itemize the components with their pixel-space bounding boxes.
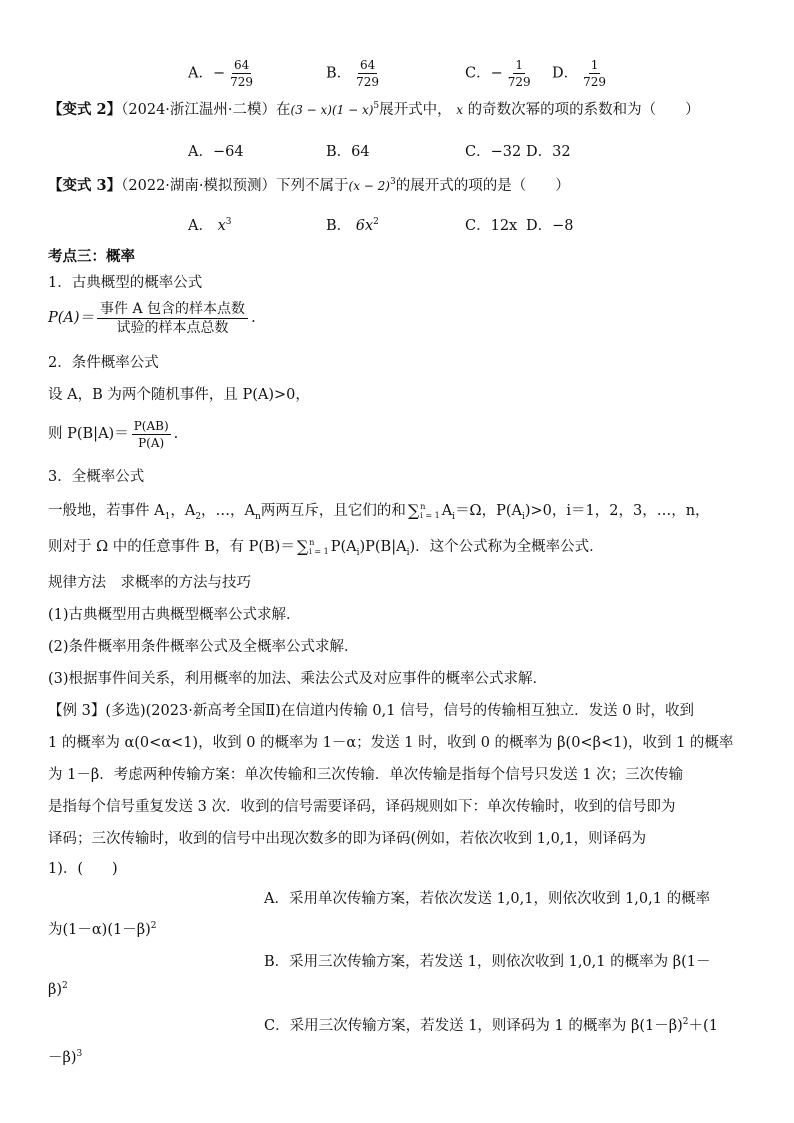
total-probability-text-g: )>0，i＝1，2，3，…，n， xyxy=(524,503,710,519)
option-d-fraction xyxy=(581,58,608,89)
total-probability-text-d: 两两互斥，且它们的和 xyxy=(260,503,406,519)
option-a xyxy=(188,58,258,89)
variant3-question xyxy=(48,175,570,197)
variant3-option-b-label: B． xyxy=(326,218,352,234)
subscript-i: i xyxy=(521,511,525,522)
example3-option-c-text-2: －β) xyxy=(48,1050,77,1066)
example3-option-a-line1: A．采用单次传输方案，若依次发送 1,0,1，则依次收到 1,0,1 的概率 xyxy=(264,891,711,907)
subscript-i: i xyxy=(356,547,360,558)
variant2-text-post: 的奇数次幂的项的系数和为（ ） xyxy=(467,102,700,118)
variant3-option-b-exponent: 2 xyxy=(373,217,379,228)
formula2-fraction xyxy=(132,419,171,450)
total-probability-text-2c: )P(B|A xyxy=(359,539,407,555)
example3-line4: 是指每个信号重复发送 3 次．收到的信号需要译码，译码规则如下：单次传输时，收到的信号即为 xyxy=(48,799,676,815)
conditional-probability-formula xyxy=(48,414,178,454)
example3-option-b-text: β) xyxy=(48,982,63,998)
variant3-tag: 【变式 3】 xyxy=(48,177,122,194)
example3-option-c-exponent-1: 2 xyxy=(682,1017,689,1028)
example3-option-b-line1: B．采用三次传输方案，若发送 1，则依次收到 1,0,1 的概率为 β(1－ xyxy=(264,954,711,970)
formula2-lhs: 则 P(B|A)＝ xyxy=(48,426,129,442)
variant2-expression: (3 − x)(1 − x) xyxy=(290,103,374,117)
example3-option-c-line2 xyxy=(48,1046,82,1067)
example3-option-a-text: 为(1－α)(1－β) xyxy=(48,922,151,938)
example3-option-c-exponent-2: 3 xyxy=(76,1049,83,1060)
variant2-variable: x xyxy=(456,103,464,117)
variant2-source: （2024·浙江温州·二模） xyxy=(121,102,277,118)
variant3-option-a xyxy=(188,214,232,235)
example3-option-c-text-b: ＋(1 xyxy=(688,1018,718,1034)
variant2-text-mid: 展开式中， xyxy=(379,102,452,118)
variant2-option-a: A．−64 xyxy=(188,144,244,160)
variant3-expression: (x − 2) xyxy=(348,179,390,193)
method-title: 规律方法 求概率的方法与技巧 xyxy=(48,575,251,591)
variant2-question xyxy=(48,99,700,121)
formula1-denominator: 试验的样本点总数 xyxy=(116,319,229,336)
option-d xyxy=(552,58,611,89)
total-probability-line2 xyxy=(48,536,604,558)
variant3-option-a-exponent: 3 xyxy=(225,217,232,228)
option-c xyxy=(465,58,536,89)
example3-option-a-line2 xyxy=(48,918,157,939)
formula2-period: . xyxy=(173,426,179,442)
formula2-numerator: P(AB) xyxy=(133,418,169,433)
sum-upper-limit: n xyxy=(309,538,315,547)
option-c-sign: − xyxy=(490,65,503,82)
formula1-period: . xyxy=(251,310,256,326)
total-probability-text-2a: 则对于 Ω 中的任意事件 B，有 P(B)＝ xyxy=(48,539,295,555)
variant2-option-c: C．−32 xyxy=(465,144,522,160)
option-a-sign: − xyxy=(212,65,226,82)
total-probability-text-a: 一般地，若事件 A xyxy=(48,503,165,519)
option-d-denominator: 729 xyxy=(583,75,607,89)
option-d-label: D． xyxy=(552,65,579,82)
total-probability-line1 xyxy=(48,500,710,522)
sigma-glyph: ∑ xyxy=(296,537,309,556)
example3-line3: 为 1－β．考虑两种传输方案：单次传输和三次传输．单次传输是指每个信号只发送 1 次；三次传输 xyxy=(48,767,684,783)
variant3-option-b-base: 6x xyxy=(355,218,374,234)
option-a-fraction xyxy=(228,58,255,89)
example3-line6: 1)．( ) xyxy=(48,861,118,877)
variant2-option-d: D．32 xyxy=(526,144,571,160)
subscript-2: 2 xyxy=(195,511,202,522)
classical-probability-heading: 1．古典概型的概率公式 xyxy=(48,275,203,291)
option-c-label: C． xyxy=(465,65,491,82)
subscript-n: n xyxy=(255,511,261,522)
variant3-exponent: 3 xyxy=(389,177,396,188)
summation-symbol xyxy=(408,500,440,522)
method-3: (3)根据事件间关系，利用概率的加法、乘法公式及对应事件的概率公式求解． xyxy=(48,671,548,687)
formula1-fraction xyxy=(97,300,248,337)
total-probability-text-e: A xyxy=(441,503,453,519)
total-probability-text-2b: P(A xyxy=(330,539,357,555)
classical-probability-formula xyxy=(48,298,256,338)
formula1-lhs: P(A)＝ xyxy=(48,310,95,326)
section-title: 考点三：概率 xyxy=(48,248,135,265)
sum-lower-limit: i = 1 xyxy=(420,511,440,520)
sigma-glyph: ∑ xyxy=(407,501,420,520)
option-b-label: B． xyxy=(326,65,352,82)
example3-option-b-exponent: 2 xyxy=(62,981,68,992)
option-a-label: A． xyxy=(188,65,213,82)
example3-option-c-line1 xyxy=(264,1014,718,1035)
option-a-numerator: 64 xyxy=(233,58,250,72)
example3-option-b-line2 xyxy=(48,982,68,998)
total-probability-text-b: ，A xyxy=(170,503,196,519)
variant2-option-b: B．64 xyxy=(326,144,370,160)
example3-option-a-exponent: 2 xyxy=(150,921,157,932)
subscript-1: 1 xyxy=(164,511,171,522)
conditional-probability-heading: 2．条件概率公式 xyxy=(48,355,159,371)
option-b-denominator: 729 xyxy=(356,75,380,89)
example3-line5: 译码；三次传输时，收到的信号中出现次数多的即为译码(例如，若依次收到 1,0,1，则译码为 xyxy=(48,831,647,847)
variant3-option-c: C．12x xyxy=(465,218,518,234)
variant3-option-a-label: A． xyxy=(188,218,213,234)
variant3-text-post: 的展开式的项的是（ ） xyxy=(395,178,570,194)
example3-line2: 1 的概率为 α(0<α<1)，收到 0 的概率为 1－α；发送 1 时，收到 0 的概率为 β(0<β<1)，收到 1 的概率 xyxy=(48,735,734,751)
variant2-exponent: 5 xyxy=(373,101,380,112)
variant2-tag: 【变式 2】 xyxy=(48,101,122,118)
total-probability-heading: 3．全概率公式 xyxy=(48,469,145,485)
total-probability-text-2d: )．这个公式称为全概率公式． xyxy=(409,539,604,555)
variant3-option-b xyxy=(326,214,379,235)
formula1-numerator: 事件 A 包含的样本点数 xyxy=(97,300,248,319)
option-c-fraction xyxy=(506,58,533,89)
option-a-denominator: 729 xyxy=(230,75,254,89)
variant3-option-d: D．−8 xyxy=(526,218,574,234)
conditional-probability-premise: 设 A，B 为两个随机事件，且 P(A)>0， xyxy=(48,387,310,403)
sum-lower-limit: i = 1 xyxy=(309,547,329,556)
variant2-text-pre: 在 xyxy=(276,102,291,118)
option-b-numerator: 64 xyxy=(359,58,376,72)
sum-upper-limit: n xyxy=(420,502,426,511)
option-c-numerator: 1 xyxy=(515,58,524,72)
subscript-i: i xyxy=(406,547,410,558)
example3-option-c-text-a: C．采用三次传输方案，若发送 1，则译码为 1 的概率为 β(1－β) xyxy=(264,1018,683,1034)
method-1: (1)古典概型用古典概型概率公式求解． xyxy=(48,607,301,623)
variant3-source: （2022·湖南·模拟预测） xyxy=(121,178,277,194)
method-2: (2)条件概率用条件概率公式及全概率公式求解． xyxy=(48,639,359,655)
subscript-i: i xyxy=(452,511,456,522)
option-b xyxy=(326,58,384,89)
total-probability-text-c: ，…，A xyxy=(201,503,256,519)
formula2-denominator: P(A) xyxy=(138,435,165,450)
example3-line1: 【例 3】(多选)(2023·新高考全国Ⅱ)在信道内传输 0,1 信号，信号的传输相互独立．发送 0 时，收到 xyxy=(48,703,695,719)
variant3-text-pre: 下列不属于 xyxy=(276,178,349,194)
option-d-numerator: 1 xyxy=(590,58,599,72)
total-probability-text-f: ＝Ω，P(A xyxy=(455,503,522,519)
summation-symbol xyxy=(297,536,329,558)
option-b-fraction xyxy=(354,58,381,89)
option-c-denominator: 729 xyxy=(507,75,531,89)
variant3-option-a-base: x xyxy=(217,218,226,234)
